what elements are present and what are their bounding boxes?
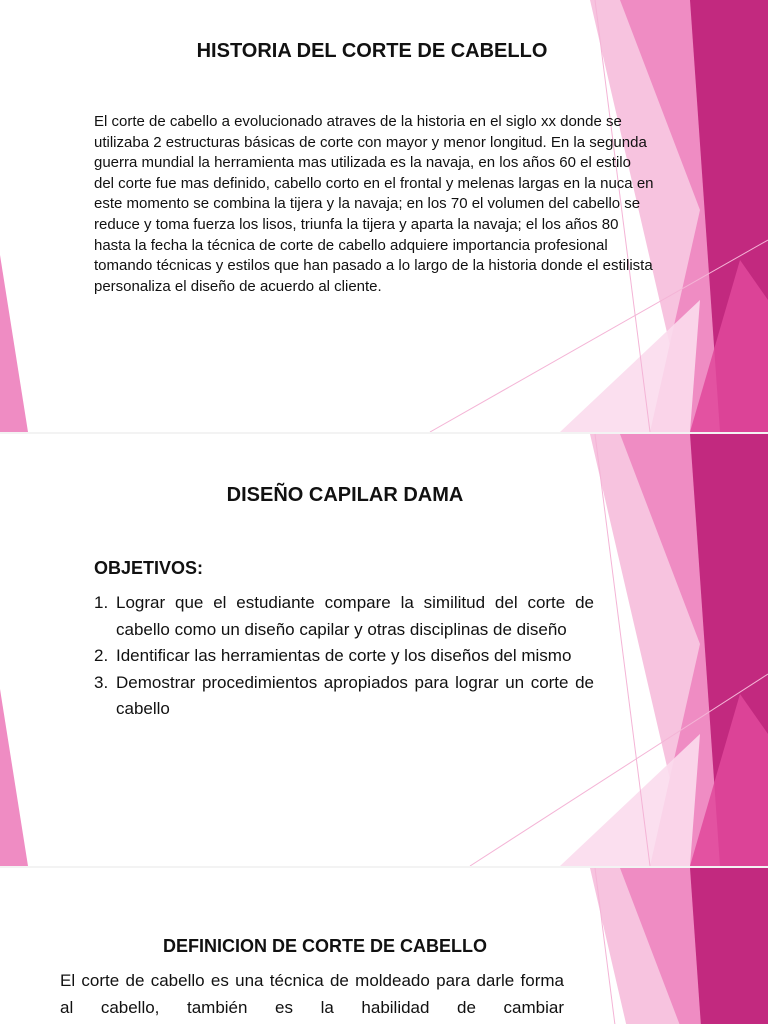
list-item-number: 1. (94, 593, 109, 612)
list-item-text: Demostrar procedimientos apropiados para lograr un corte de cabello (116, 672, 594, 718)
list-item-number: 3. (94, 672, 109, 692)
list-item-number: 2. (94, 646, 109, 665)
slide-body: El corte de cabello es una técnica de moldeado para darle forma al cabello, también es la habilidad de cambiar (60, 971, 564, 1017)
list-item (94, 643, 594, 670)
slide-historia (0, 0, 768, 432)
list-item-text: Identificar las herramientas de corte y los diseños del mismo (116, 646, 572, 665)
objectives-heading: OBJETIVOS: (94, 558, 204, 578)
slide-body: El corte de cabello a evolucionado atraves de la historia en el siglo xx donde se utilizaba 2 estructuras básicas de corte con mayor y menor longitud. En la segunda guerra mundial la herramienta mas utilizada es la navaja, en los años 60 el estilo del corte fue mas definido, cabello corto en el frontal y melenas largas en la nuca en este momento se combina la tijera y la navaja; en los 70 el volumen del cabello se reduce y toma fuerza los lisos, triunfa la tijera y aparta la navaja; el los años 80 hasta la fecha la técnica de corte de cabello adquiere importancia profesional tomando técnicas y estilos que han pasado a lo largo de la historia donde el estilista personaliza el diseño de acuerdo al cliente. (94, 113, 654, 295)
list-item (94, 590, 594, 643)
slide-title: DEFINICION DE CORTE DE CABELLO (162, 936, 487, 956)
slide-definicion (0, 868, 768, 1024)
slide-diseno (0, 434, 768, 866)
objectives-list (94, 590, 594, 723)
slide-title: DISEÑO CAPILAR DAMA (226, 484, 464, 506)
list-item (94, 670, 594, 723)
slide-title: HISTORIA DEL CORTE DE CABELLO (196, 40, 548, 62)
list-item-text: Lograr que el estudiante compare la similitud del corte de cabello como un diseño capilar y otras disciplinas de diseño (116, 593, 594, 639)
